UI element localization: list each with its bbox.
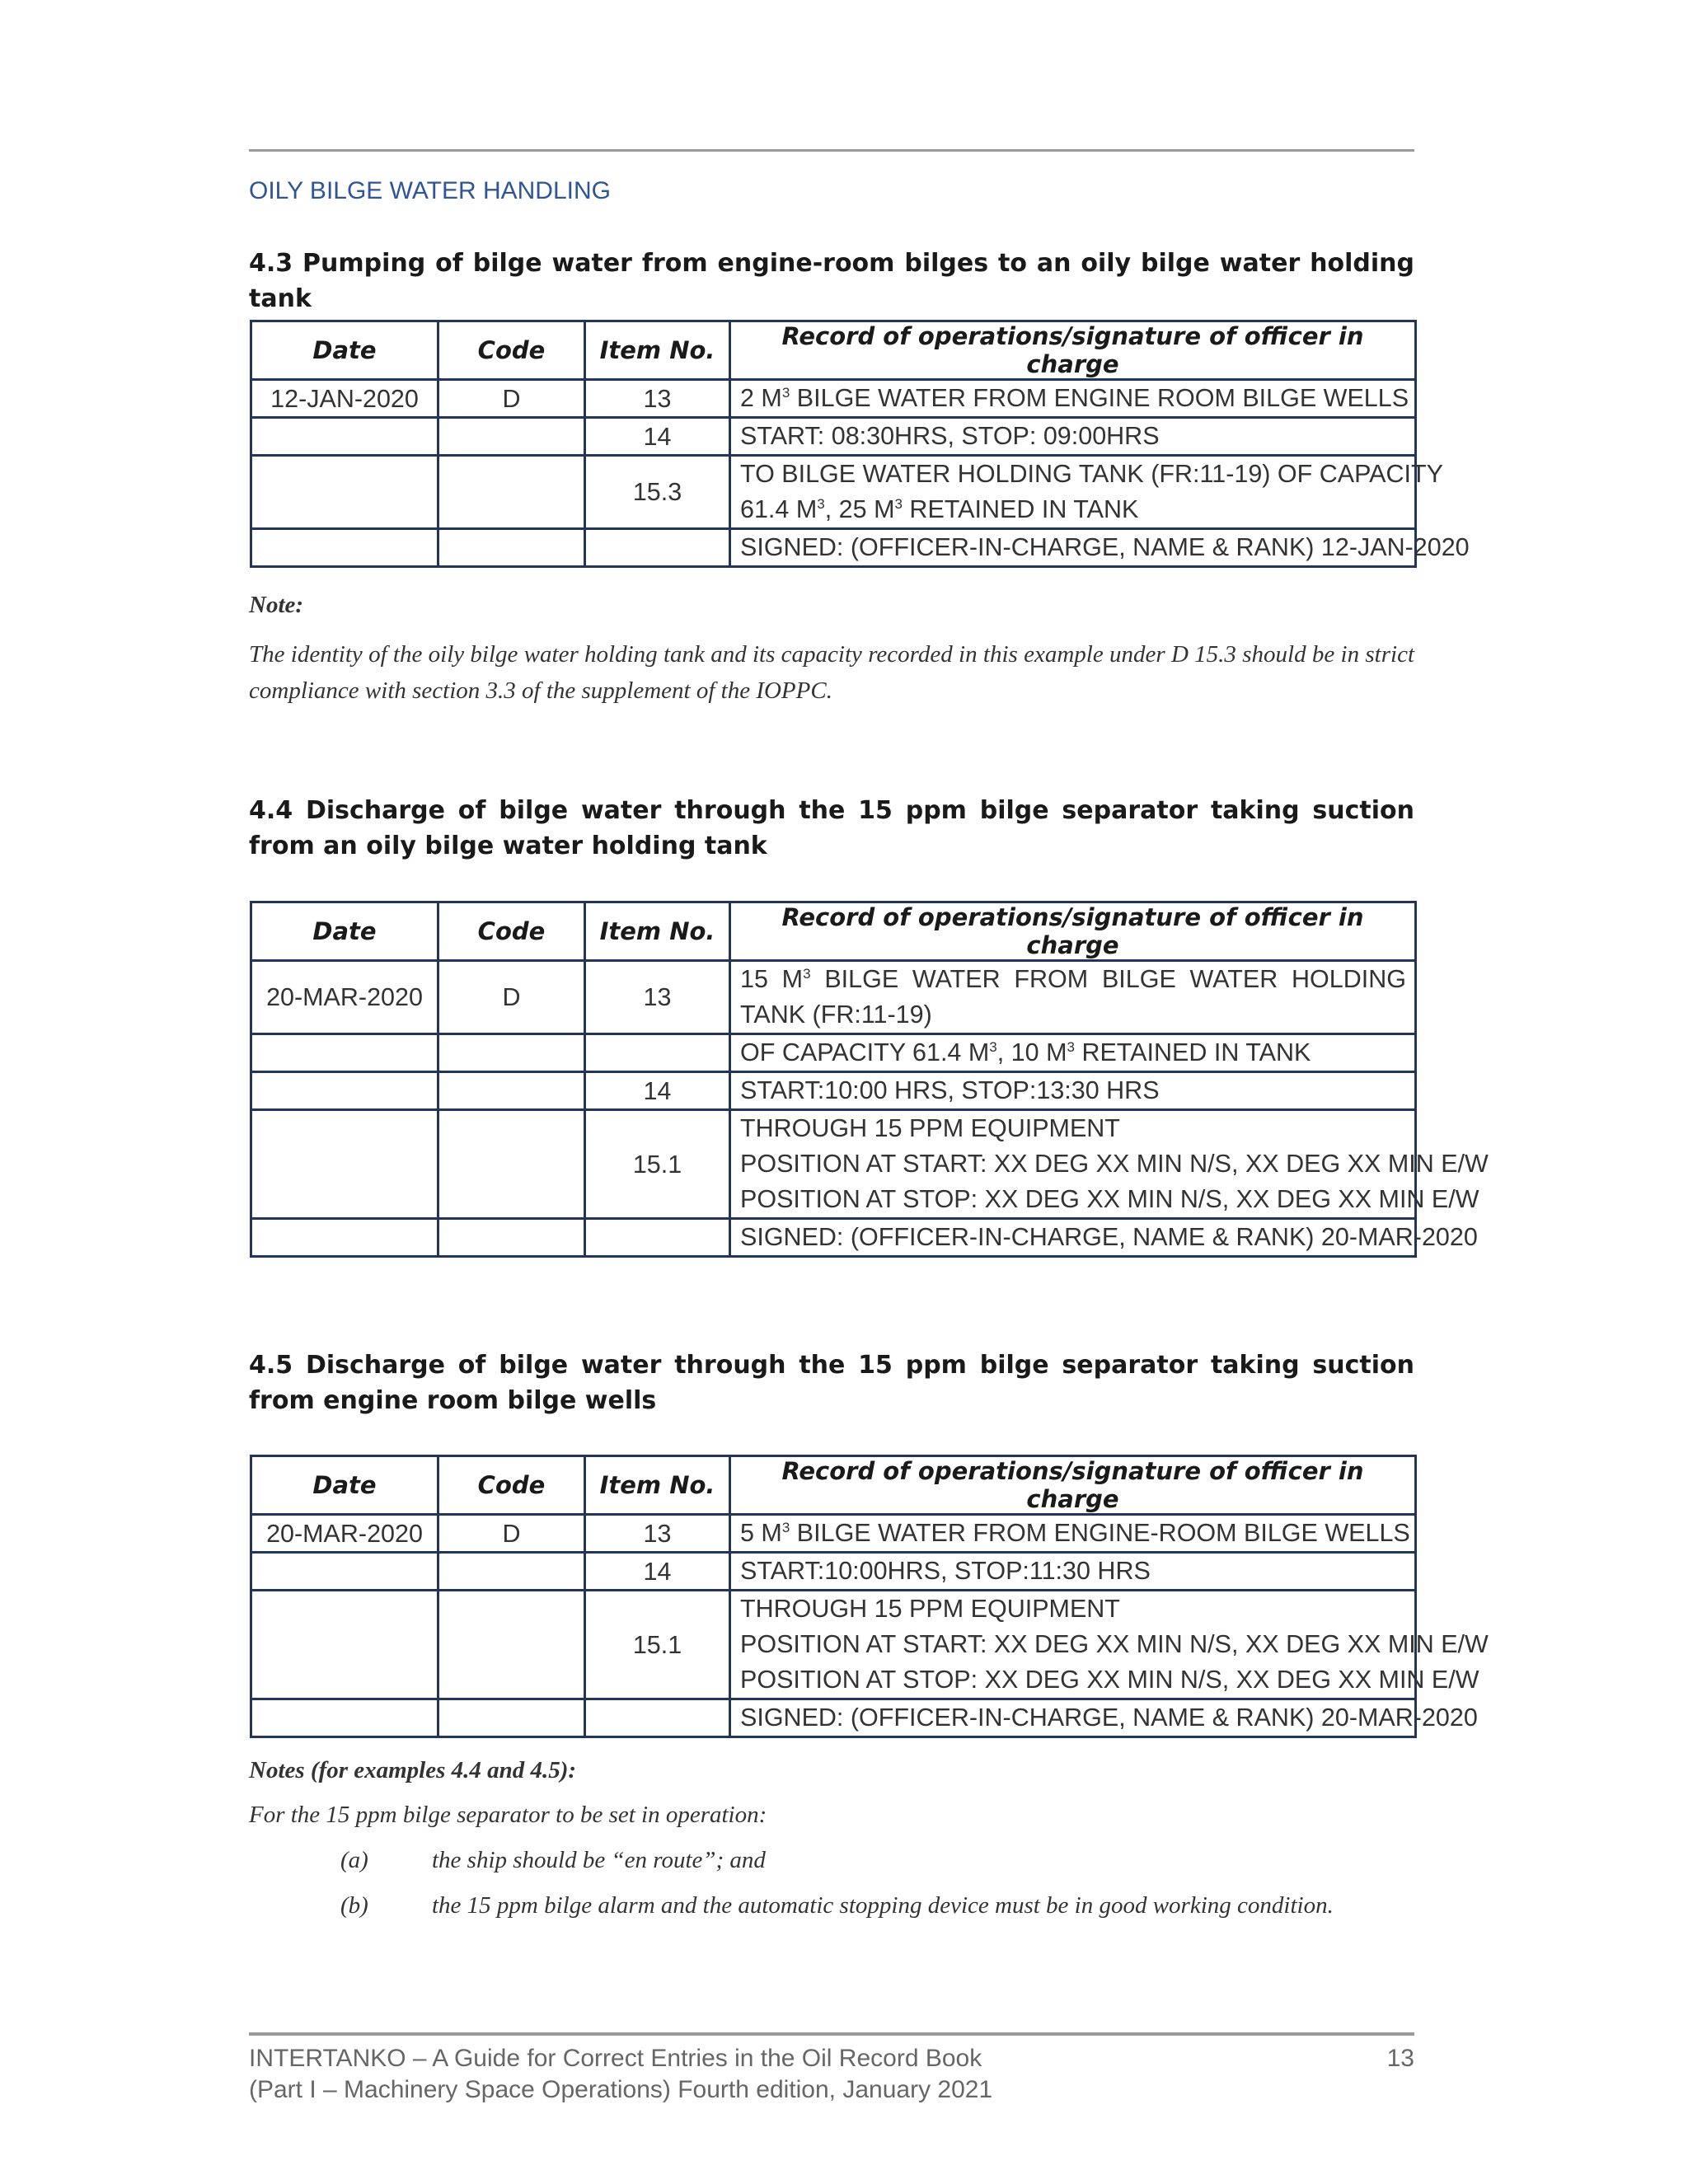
record-line: START:10:00 HRS, STOP:13:30 HRS [740,1076,1160,1104]
item-no-cell [585,529,730,567]
code-cell [438,529,585,567]
record-line: OF CAPACITY 61.4 $M^3$, 10 $M^3$ RETAINED IN TANK [740,1038,1311,1066]
column-header-date: Date [251,902,438,961]
date-cell [251,1219,438,1257]
record-table-4-5 [250,1455,1489,1738]
column-header-date: Date [251,321,438,380]
code-cell [438,1110,585,1219]
footer-edition: (Part I – Machinery Space Operations) Fourth edition, January 2021 [249,2076,993,2103]
item-no-cell: 13 [585,961,730,1034]
date-cell: 20-MAR-2020 [251,1515,438,1553]
note-label: Note: [249,592,304,618]
table-row [251,456,1416,529]
record-cell [730,418,1416,456]
code-cell: D [438,380,585,418]
table-row [251,1699,1416,1737]
item-no-cell: 13 [585,380,730,418]
note-item-text: the 15 ppm bilge alarm and the automatic stopping device must be in good working condition. [432,1892,1334,1919]
footer-title: INTERTANKO – A Guide for Correct Entries in the Oil Record Book [249,2045,982,2072]
date-cell [251,1699,438,1737]
item-no-cell: 14 [585,1553,730,1591]
record-cell [730,1515,1416,1553]
table-row [251,1515,1416,1553]
record-cell [730,380,1416,418]
record-cell [730,529,1470,567]
code-cell [438,1219,585,1257]
record-cell [730,1219,1478,1257]
column-header-record: Record of operations/signature of officer in charge [730,1456,1416,1515]
column-header-item-no: Item No. [585,321,730,380]
top-rule [249,149,1414,152]
table-row [251,418,1416,456]
item-no-cell: 15.1 [585,1110,730,1219]
record-line: SIGNED: (OFFICER-IN-CHARGE, NAME & RANK) 12-JAN-2020 [740,533,1470,561]
table-row [251,380,1416,418]
record-line: SIGNED: (OFFICER-IN-CHARGE, NAME & RANK) 20-MAR-2020 [740,1704,1478,1732]
record-cell [730,1553,1416,1591]
record-table-4-3 [250,320,1470,568]
date-cell [251,1591,438,1699]
notes-label: Notes (for examples 4.4 and 4.5): [249,1757,577,1783]
date-cell [251,1072,438,1110]
date-cell: 12-JAN-2020 [251,380,438,418]
item-no-cell: 14 [585,418,730,456]
record-line: START: 08:30HRS, STOP: 09:00HRS [740,422,1160,450]
item-no-cell: 15.1 [585,1591,730,1699]
column-header-item-no: Item No. [585,902,730,961]
code-cell [438,418,585,456]
notes-intro: For the 15 ppm bilge separator to be set in operation: [249,1802,767,1828]
column-header-date: Date [251,1456,438,1515]
date-cell [251,1034,438,1072]
table-row [251,1219,1416,1257]
date-cell [251,1110,438,1219]
date-cell [251,418,438,456]
record-cell [730,1591,1489,1699]
column-header-item-no: Item No. [585,1456,730,1515]
page-number: 13 [1386,2045,1414,2072]
table-row [251,1553,1416,1591]
section-4-5-heading: 4.5 Discharge of bilge water through the 15 ppm bilge separator taking suction from engine room bilge wells [249,1351,1414,1415]
record-table-4-4 [250,901,1489,1258]
note-text: The identity of the oily bilge water holding tank and its capacity recorded in this example under D 15.3 should be in strict compliance with section 3.3 of the supplement of the IOPPC. [249,641,1414,704]
record-cell [730,1034,1416,1072]
item-no-cell [585,1034,730,1072]
code-cell: D [438,1515,585,1553]
code-cell: D [438,961,585,1034]
column-header-record: Record of operations/signature of officer in charge [730,321,1416,380]
code-cell [438,1591,585,1699]
record-line: POSITION AT STOP: XX DEG XX MIN N/S, XX DEG XX MIN E/W [740,1666,1479,1694]
section-4-3-heading: 4.3 Pumping of bilge water from engine-room bilges to an oily bilge water holding tank [249,249,1414,313]
item-no-cell: 13 [585,1515,730,1553]
item-no-cell: 14 [585,1072,730,1110]
record-line: SIGNED: (OFFICER-IN-CHARGE, NAME & RANK) 20-MAR-2020 [740,1223,1478,1251]
record-line: THROUGH 15 PPM EQUIPMENT [740,1595,1120,1623]
column-header-code: Code [438,902,585,961]
record-line: TO BILGE WATER HOLDING TANK (FR:11-19) OF CAPACITY [740,460,1444,488]
date-cell [251,456,438,529]
item-no-cell [585,1219,730,1257]
record-line: POSITION AT START: XX DEG XX MIN N/S, XX DEG XX MIN E/W [740,1150,1489,1178]
note-item-text: the ship should be “en route”; and [432,1847,766,1873]
record-cell [730,1699,1478,1737]
record-line: POSITION AT STOP: XX DEG XX MIN N/S, XX DEG XX MIN E/W [740,1185,1479,1213]
record-line: THROUGH 15 PPM EQUIPMENT [740,1114,1120,1142]
record-cell: 15 $M^3$ BILGE WATER FROM BILGE WATER HOLDING TANK (FR:11-19) [730,961,1416,1034]
item-no-cell: 15.3 [585,456,730,529]
column-header-code: Code [438,321,585,380]
record-cell [730,456,1444,529]
code-cell [438,1034,585,1072]
table-row [251,1034,1416,1072]
date-cell [251,529,438,567]
record-line: 5 $M^3$ BILGE WATER FROM ENGINE-ROOM BILGE WELLS [740,1519,1410,1547]
table-row [251,961,1416,1034]
note-item-marker: (b) [340,1892,368,1919]
code-cell [438,1072,585,1110]
note-item-marker: (a) [340,1847,368,1873]
record-line: 2 $M^3$ BILGE WATER FROM ENGINE ROOM BILGE WELLS [740,384,1409,412]
code-cell [438,456,585,529]
section-4-4-heading: 4.4 Discharge of bilge water through the 15 ppm bilge separator taking suction from an oily bilge water holding tank [249,796,1414,860]
code-cell [438,1553,585,1591]
date-cell: 20-MAR-2020 [251,961,438,1034]
record-cell [730,1110,1489,1219]
table-row [251,1591,1416,1699]
record-line: POSITION AT START: XX DEG XX MIN N/S, XX DEG XX MIN E/W [740,1630,1489,1658]
date-cell [251,1553,438,1591]
footer-rule [249,2032,1414,2036]
record-line: 61.4 $M^3$, 25 $M^3$ RETAINED IN TANK [740,495,1139,523]
record-cell [730,1072,1416,1110]
record-line: START:10:00HRS, STOP:11:30 HRS [740,1557,1151,1585]
item-no-cell [585,1699,730,1737]
table-row [251,1110,1416,1219]
table-row [251,1072,1416,1110]
column-header-record: Record of operations/signature of officer in charge [730,902,1416,961]
table-row [251,529,1416,567]
column-header-code: Code [438,1456,585,1515]
code-cell [438,1699,585,1737]
section-header: OILY BILGE WATER HANDLING [249,177,611,204]
